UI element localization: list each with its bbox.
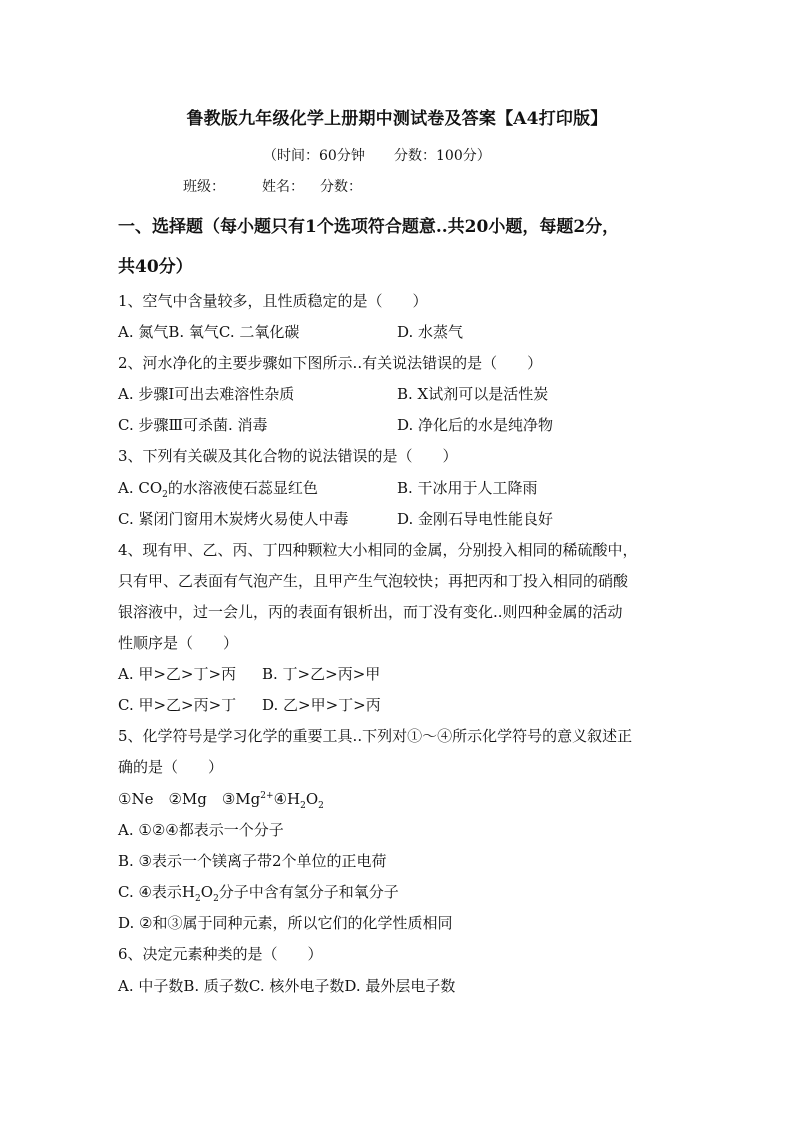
question-1-stem: 1、空气中含量较多，且性质稳定的是（ ） bbox=[118, 292, 428, 310]
question-1-option-d: D. 水蒸气 bbox=[397, 323, 464, 341]
exam-title: 鲁教版九年级化学上册期中测试卷及答案【A4打印版】 bbox=[186, 109, 608, 129]
question-5-stem-line1: 5、化学符号是学习化学的重要工具..下列对①～④所示化学符号的意义叙述正 bbox=[118, 727, 633, 745]
question-4-stem-line2: 只有甲、乙表面有气泡产生，且甲产生气泡较快；再把丙和丁投入相同的硝酸 bbox=[118, 572, 629, 590]
question-3-option-a: A. $CO_2$的水溶液使石蕊显红色 bbox=[118, 479, 318, 500]
exam-total-score: 分数：100分） bbox=[394, 148, 491, 164]
question-6-stem: 6、决定元素种类的是（ ） bbox=[118, 945, 323, 963]
question-6-options: A. 中子数B. 质子数C. 核外电子数D. 最外层电子数 bbox=[118, 977, 456, 995]
question-5-option-a: A. ①②④都表示一个分子 bbox=[118, 821, 284, 839]
question-4-option-c: C. 甲>乙>丙>丁 bbox=[118, 696, 237, 714]
name-label: 姓名： bbox=[262, 179, 304, 195]
question-4-option-d: D. 乙>甲>丁>丙 bbox=[262, 696, 381, 714]
question-5-stem-line2: 确的是（ ） bbox=[118, 758, 224, 776]
question-5-option-d: D. ②和③属于同种元素，所以它们的化学性质相同 bbox=[118, 914, 453, 932]
points-label: 分数： bbox=[320, 179, 362, 195]
question-5-option-b: B. ③表示一个镁离子带2个单位的正电荷 bbox=[118, 852, 387, 870]
question-4-option-b: B. 丁>乙>丙>甲 bbox=[262, 665, 381, 683]
question-5-symbols: ①Ne ②Mg $③Mg^{2+}④H_2O_2$ bbox=[118, 790, 324, 811]
question-4-stem-line1: 4、现有甲、乙、丙、丁四种颗粒大小相同的金属，分别投入相同的稀硫酸中， bbox=[118, 541, 638, 559]
question-2-option-b: B. X试剂可以是活性炭 bbox=[397, 385, 549, 403]
question-5-option-c: C. ④表示$H_2O_2$分子中含有氢分子和氧分子 bbox=[118, 883, 399, 904]
question-2-stem: 2、河水净化的主要步骤如下图所示..有关说法错误的是（ ） bbox=[118, 354, 543, 372]
question-4-stem-line4: 性顺序是（ ） bbox=[118, 634, 239, 652]
question-2-option-a: A. 步骤Ⅰ可出去难溶性杂质 bbox=[118, 385, 295, 403]
question-2-option-c: C. 步骤Ⅲ可杀菌. 消毒 bbox=[118, 416, 268, 434]
question-3-stem: 3、下列有关碳及其化合物的说法错误的是（ ） bbox=[118, 447, 458, 465]
question-3-option-d: D. 金刚石导电性能良好 bbox=[397, 510, 554, 528]
section-heading-cont: 共40分） bbox=[118, 257, 193, 277]
question-4-stem-line3: 银溶液中，过一会儿，丙的表面有银析出，而丁没有变化..则四种金属的活动 bbox=[118, 603, 623, 621]
question-3-option-b: B. 干冰用于人工降雨 bbox=[397, 479, 538, 497]
class-label: 班级： bbox=[183, 179, 225, 195]
exam-time: （时间：60分钟 bbox=[263, 148, 365, 164]
section-heading: 一、选择题（每小题只有1个选项符合题意..共20小题，每题2分， bbox=[118, 217, 620, 237]
question-4-option-a: A. 甲>乙>丁>丙 bbox=[118, 665, 237, 683]
question-3-option-c: C. 紧闭门窗用木炭烤火易使人中毒 bbox=[118, 510, 349, 528]
question-1-options-abc: A. 氮气B. 氧气C. 二氧化碳 bbox=[118, 323, 300, 341]
question-2-option-d: D. 净化后的水是纯净物 bbox=[397, 416, 554, 434]
